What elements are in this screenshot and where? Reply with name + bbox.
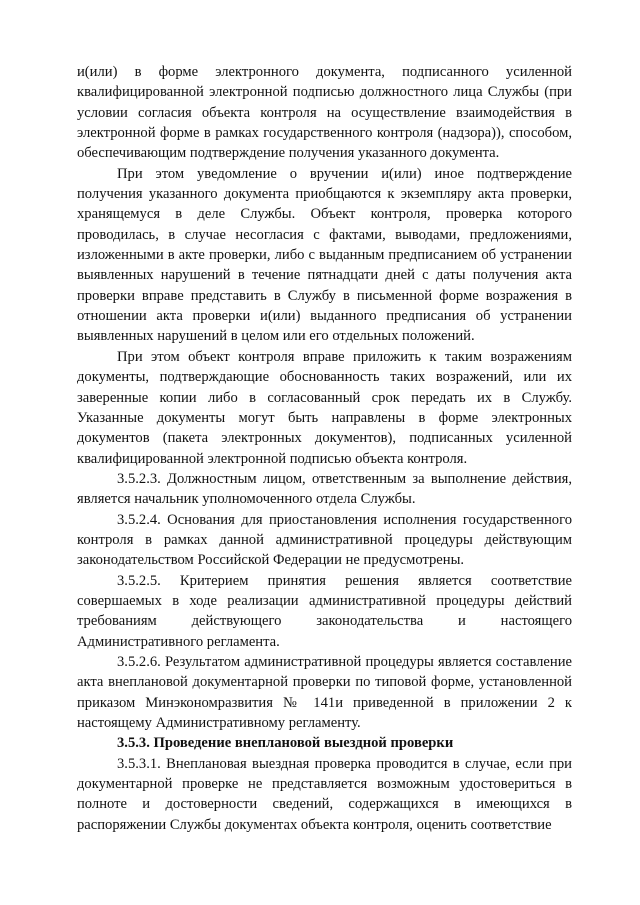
paragraph-continuation: и(или) в форме электронного документа, подписанного усиленной квалифицированной электронной подписью должностного лица Службы (при условии согласия объекта контроля на осуществление взаимодействия в электронной форме в рамках государственного контроля (надзора)), способом, обеспечивающим подтверждение получения указанного документа. bbox=[77, 64, 572, 162]
paragraph-3-5-2-6: 3.5.2.6. Результатом административной процедуры является составление акта внеплановой документарной проверки по типовой форме, установленной приказом Минэкономразвития № 141и приведенной в приложении 2 к настоящему Административному регламенту. bbox=[77, 653, 572, 731]
document-page bbox=[77, 62, 572, 835]
paragraph-3-5-2-5: 3.5.2.5. Критерием принятия решения является соответствие совершаемых в ходе реализации административной процедуры действий требованиям действующего законодательства и настоящего Административного регламента. bbox=[77, 572, 572, 650]
paragraph-3-5-2-3: 3.5.2.3. Должностным лицом, ответственным за выполнение действия, является начальник уполномоченного отдела Службы. bbox=[77, 470, 572, 508]
paragraph-3-5-3-1: 3.5.3.1. Внеплановая выездная проверка проводится в случае, если при документарной проверке не представляется возможным удостовериться в полноте и достоверности сведений, содержащихся в имеющихся в распоряжении Службы документах объекта контроля, оценить соответствие bbox=[77, 755, 572, 833]
section-heading-3-5-3: 3.5.3. Проведение внеплановой выездной проверки bbox=[117, 735, 454, 752]
paragraph-supporting-documents: При этом объект контроля вправе приложить к таким возражениям документы, подтверждающие обоснованность таких возражений, или их заверенные копии либо в согласованный срок передать их в Службу. Указанные документы могут быть направлены в форме электронных документов (пакета электронных документов), подписанных усиленной квалифицированной электронной подписью объекта контроля. bbox=[77, 348, 572, 467]
paragraph-notice-objections: При этом уведомление о вручении и(или) иное подтверждение получения указанного документа приобщаются к экземпляру акта проверки, хранящемуся в деле Службы. Объект контроля, проверка которого проводилась, в случае несогласия с фактами, выводами, предложениями, изложенными в акте проверки, либо с выданным предписанием об устранении выявленных нарушений в течение пятнадцати дней с даты получения акта проверки вправе представить в Службу в письменной форме возражения в отношении акта проверки и(или) выданного предписания об устранении выявленных нарушений в целом или его отдельных положений. bbox=[77, 165, 572, 345]
paragraph-3-5-2-4: 3.5.2.4. Основания для приостановления исполнения государственного контроля в рамках данной административной процедуры действующим законодательством Российской Федерации не предусмотрены. bbox=[77, 511, 572, 569]
